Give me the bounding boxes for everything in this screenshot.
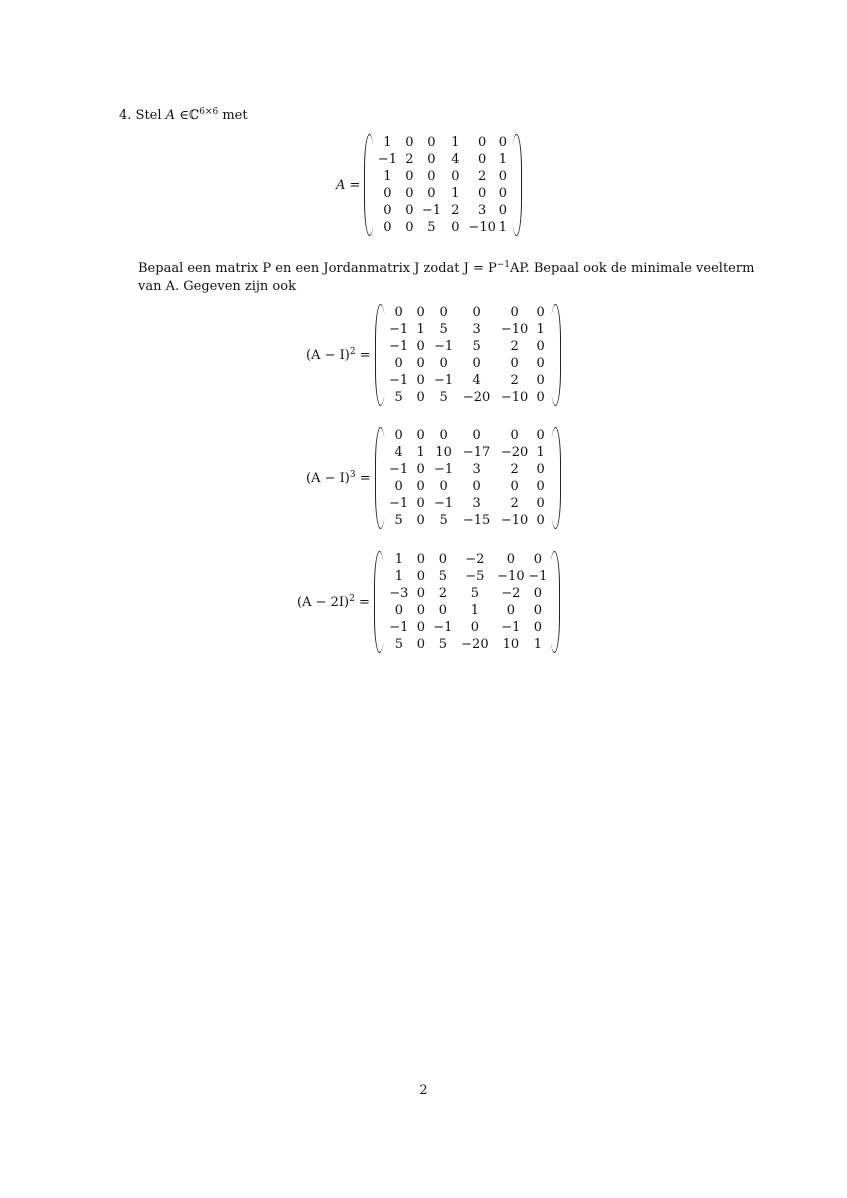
left-paren <box>375 304 383 406</box>
matrix-cell: 1 <box>394 552 404 567</box>
matrix-cell: 0 <box>405 135 414 150</box>
problem-statement <box>119 104 248 124</box>
matrix-cell: 0 <box>536 339 545 354</box>
matrix-cell: 0 <box>472 479 481 494</box>
matrix-row <box>376 168 509 185</box>
matrix-cell: 0 <box>472 305 481 320</box>
matrix-cell: −1 <box>389 373 409 388</box>
matrix-row <box>386 568 548 585</box>
right-paren <box>553 304 561 406</box>
matrix-cell: 5 <box>438 637 448 652</box>
matrix-label: $(A - I)^3$ = <box>306 470 371 486</box>
matrix-cell: 5 <box>439 322 448 337</box>
matrix-cell: 0 <box>383 203 392 218</box>
matrix-row <box>387 321 549 338</box>
matrix-cell: 0 <box>439 479 448 494</box>
matrix-cell: 5 <box>439 513 448 528</box>
matrix-cell: 0 <box>498 186 507 201</box>
matrix-cell: 1 <box>383 169 392 184</box>
matrix-cell: 0 <box>506 603 516 618</box>
matrix-cell: −1 <box>434 496 454 511</box>
instruction-paragraph <box>138 256 758 296</box>
matrix-cell: −1 <box>434 462 454 477</box>
stem-prefix: Stel <box>135 108 162 123</box>
matrix-cell: −1 <box>434 339 454 354</box>
matrix-cell: 0 <box>451 220 460 235</box>
matrix-row <box>387 372 549 389</box>
page-number: 2 <box>419 1083 428 1098</box>
matrix-cell: 0 <box>383 186 392 201</box>
matrix-cell: −1 <box>377 152 397 167</box>
matrix-grid <box>386 551 548 653</box>
matrix-grid <box>387 427 549 529</box>
matrix-grid <box>387 304 549 406</box>
matrix-cell: −2 <box>465 552 485 567</box>
right-paren <box>553 427 561 529</box>
matrix-cell: 0 <box>416 373 425 388</box>
matrix-label: $(A - 2I)^2$ = <box>297 594 370 610</box>
matrix-cell: −1 <box>501 620 521 635</box>
matrix-cell: −17 <box>462 445 491 460</box>
stem-variable: A <box>165 108 176 123</box>
matrix-row <box>386 619 548 636</box>
paragraph-line-1: Bepaal een matrix P en een Jordanmatrix J zodat $J = P^{-1}AP$. Bepaal ook de minimale veelterm <box>138 260 755 276</box>
matrix-cell: 0 <box>439 305 448 320</box>
matrix-cell: 1 <box>383 135 392 150</box>
matrix-a-minus-i-squared-block <box>306 304 561 406</box>
left-paren <box>375 427 383 529</box>
matrix-row <box>376 134 509 151</box>
matrix-cell: 0 <box>416 603 426 618</box>
matrix-cell: 3 <box>472 496 481 511</box>
matrix-cell: 0 <box>472 428 481 443</box>
matrix-cell: 5 <box>470 586 480 601</box>
matrix-cell: 3 <box>472 462 481 477</box>
matrix-row <box>376 151 509 168</box>
matrix-cell: 0 <box>416 356 425 371</box>
matrix-cell: 1 <box>451 186 460 201</box>
matrix-cell: 0 <box>439 356 448 371</box>
matrix-cell: −15 <box>462 513 491 528</box>
matrix-row <box>376 219 509 236</box>
matrix-cell: 0 <box>451 169 460 184</box>
matrix-cell: 0 <box>536 428 545 443</box>
matrix-cell: 0 <box>536 513 545 528</box>
matrix-cell: 5 <box>394 513 403 528</box>
matrix-cell: 5 <box>472 339 481 354</box>
matrix-cell: 4 <box>451 152 460 167</box>
matrix-cell: −3 <box>389 586 409 601</box>
matrix-cell: 0 <box>394 603 404 618</box>
matrix-cell: −10 <box>497 569 525 584</box>
right-paren <box>514 134 522 236</box>
matrix-cell: 4 <box>472 373 481 388</box>
matrix-a-minus-i-cubed <box>375 427 561 529</box>
matrix-cell: 1 <box>470 603 480 618</box>
matrix-cell: 0 <box>405 220 414 235</box>
matrix-cell: 5 <box>394 390 403 405</box>
matrix-cell: −1 <box>433 620 453 635</box>
matrix-cell: 2 <box>510 496 519 511</box>
matrix-row <box>386 585 548 602</box>
matrix-a-minus-2i-squared-block <box>297 551 560 653</box>
matrix-row <box>387 304 549 321</box>
matrix-row <box>387 355 549 372</box>
matrix-cell: 0 <box>394 428 403 443</box>
matrix-cell: −1 <box>528 569 548 584</box>
matrix-cell: −1 <box>389 322 409 337</box>
matrix-cell: 0 <box>394 356 403 371</box>
matrix-cell: 0 <box>416 552 426 567</box>
matrix-cell: 2 <box>510 373 519 388</box>
matrix-cell: 0 <box>438 552 448 567</box>
matrix-cell: −1 <box>434 373 454 388</box>
matrix-row <box>387 461 549 478</box>
matrix-cell: 3 <box>478 203 487 218</box>
matrix-cell: 1 <box>536 445 545 460</box>
matrix-row <box>387 478 549 495</box>
matrix-cell: 1 <box>536 322 545 337</box>
matrix-cell: 0 <box>405 186 414 201</box>
matrix-cell: 5 <box>394 637 404 652</box>
matrix-cell: 0 <box>510 479 519 494</box>
matrix-cell: 0 <box>498 135 507 150</box>
matrix-cell: 0 <box>427 135 436 150</box>
matrix-cell: 0 <box>536 356 545 371</box>
matrix-cell: 1 <box>498 220 507 235</box>
matrix-row <box>387 389 549 406</box>
matrix-cell: 0 <box>416 513 425 528</box>
matrix-cell: −1 <box>389 339 409 354</box>
matrix-cell: −1 <box>421 203 441 218</box>
matrix-cell: 0 <box>383 220 392 235</box>
matrix-row <box>387 444 549 461</box>
matrix-cell: 1 <box>498 152 507 167</box>
matrix-cell: 0 <box>498 203 507 218</box>
matrix-cell: 5 <box>427 220 436 235</box>
stem-exponent: 6×6 <box>199 107 219 117</box>
matrix-cell: 0 <box>536 479 545 494</box>
matrix-label: $(A - I)^2$ = <box>306 347 371 363</box>
matrix-cell: 2 <box>451 203 460 218</box>
matrix-cell: 0 <box>427 186 436 201</box>
matrix-a-minus-2i-squared <box>374 551 560 653</box>
matrix-cell: 0 <box>536 462 545 477</box>
matrix-row <box>386 551 548 568</box>
matrix-row <box>387 495 549 512</box>
matrix-cell: 0 <box>416 569 426 584</box>
problem-number: 4. <box>119 108 132 123</box>
matrix-cell: 0 <box>498 169 507 184</box>
matrix-cell: 0 <box>438 603 448 618</box>
matrix-cell: 0 <box>394 305 403 320</box>
matrix-cell: 0 <box>394 479 403 494</box>
matrix-cell: −20 <box>500 445 529 460</box>
matrix-cell: 5 <box>439 390 448 405</box>
left-paren <box>374 551 382 653</box>
matrix-a <box>364 134 521 236</box>
matrix-a-minus-i-cubed-block <box>306 427 561 529</box>
matrix-a-grid <box>376 134 509 236</box>
matrix-cell: 1 <box>416 445 425 460</box>
matrix-cell: 1 <box>416 322 425 337</box>
stem-in-symbol: ∈ <box>179 108 189 123</box>
matrix-cell: 10 <box>502 637 520 652</box>
matrix-cell: 0 <box>470 620 480 635</box>
matrix-cell: 2 <box>438 586 448 601</box>
matrix-cell: 1 <box>451 135 460 150</box>
matrix-cell: 0 <box>533 586 543 601</box>
matrix-cell: −10 <box>500 513 529 528</box>
stem-suffix: met <box>222 108 248 123</box>
matrix-cell: 0 <box>478 135 487 150</box>
right-paren <box>552 551 560 653</box>
matrix-row <box>387 512 549 529</box>
matrix-row <box>376 202 509 219</box>
matrix-cell: 0 <box>427 169 436 184</box>
matrix-cell: 0 <box>416 586 426 601</box>
matrix-cell: 0 <box>472 356 481 371</box>
matrix-cell: 0 <box>506 552 516 567</box>
matrix-cell: 0 <box>478 186 487 201</box>
matrix-cell: 0 <box>416 305 425 320</box>
matrix-cell: −10 <box>500 390 529 405</box>
matrix-cell: 0 <box>427 152 436 167</box>
matrix-cell: 2 <box>405 152 414 167</box>
matrix-cell: −20 <box>461 637 489 652</box>
matrix-cell: 2 <box>510 462 519 477</box>
matrix-cell: 0 <box>416 390 425 405</box>
left-paren <box>364 134 372 236</box>
matrix-cell: 0 <box>510 305 519 320</box>
matrix-cell: −5 <box>465 569 485 584</box>
matrix-cell: 4 <box>394 445 403 460</box>
matrix-cell: 1 <box>533 637 543 652</box>
matrix-cell: 0 <box>536 373 545 388</box>
matrix-cell: −1 <box>389 462 409 477</box>
matrix-cell: 1 <box>394 569 404 584</box>
matrix-cell: 0 <box>536 496 545 511</box>
matrix-row <box>376 185 509 202</box>
matrix-row <box>386 636 548 653</box>
matrix-cell: −20 <box>462 390 491 405</box>
matrix-cell: 2 <box>478 169 487 184</box>
paragraph-line-2: van A. Gegeven zijn ook <box>138 279 296 294</box>
stem-field: ℂ <box>188 108 200 123</box>
matrix-cell: 0 <box>405 203 414 218</box>
matrix-cell: 0 <box>536 305 545 320</box>
matrix-cell: −2 <box>501 586 521 601</box>
matrix-cell: 0 <box>510 356 519 371</box>
matrix-cell: 0 <box>510 428 519 443</box>
matrix-cell: 0 <box>536 390 545 405</box>
matrix-cell: 0 <box>416 428 425 443</box>
matrix-cell: 0 <box>416 462 425 477</box>
matrix-cell: 0 <box>478 152 487 167</box>
matrix-cell: 0 <box>416 496 425 511</box>
matrix-row <box>387 338 549 355</box>
matrix-cell: 3 <box>472 322 481 337</box>
matrix-cell: 10 <box>435 445 452 460</box>
matrix-cell: −1 <box>389 620 409 635</box>
matrix-cell: 5 <box>438 569 448 584</box>
matrix-cell: 0 <box>405 169 414 184</box>
matrix-row <box>387 427 549 444</box>
matrix-cell: 0 <box>533 603 543 618</box>
matrix-cell: −1 <box>389 496 409 511</box>
matrix-cell: 0 <box>416 339 425 354</box>
matrix-cell: −10 <box>500 322 529 337</box>
matrix-row <box>386 602 548 619</box>
matrix-cell: 0 <box>416 637 426 652</box>
matrix-cell: 0 <box>416 620 426 635</box>
matrix-cell: 0 <box>416 479 425 494</box>
matrix-cell: 0 <box>533 620 543 635</box>
matrix-cell: −10 <box>468 220 496 235</box>
matrix-a-label: A = <box>336 177 361 193</box>
matrix-a-block <box>336 134 522 236</box>
matrix-cell: 0 <box>533 552 543 567</box>
matrix-cell: 2 <box>510 339 519 354</box>
matrix-cell: 0 <box>439 428 448 443</box>
matrix-a-minus-i-squared <box>375 304 561 406</box>
